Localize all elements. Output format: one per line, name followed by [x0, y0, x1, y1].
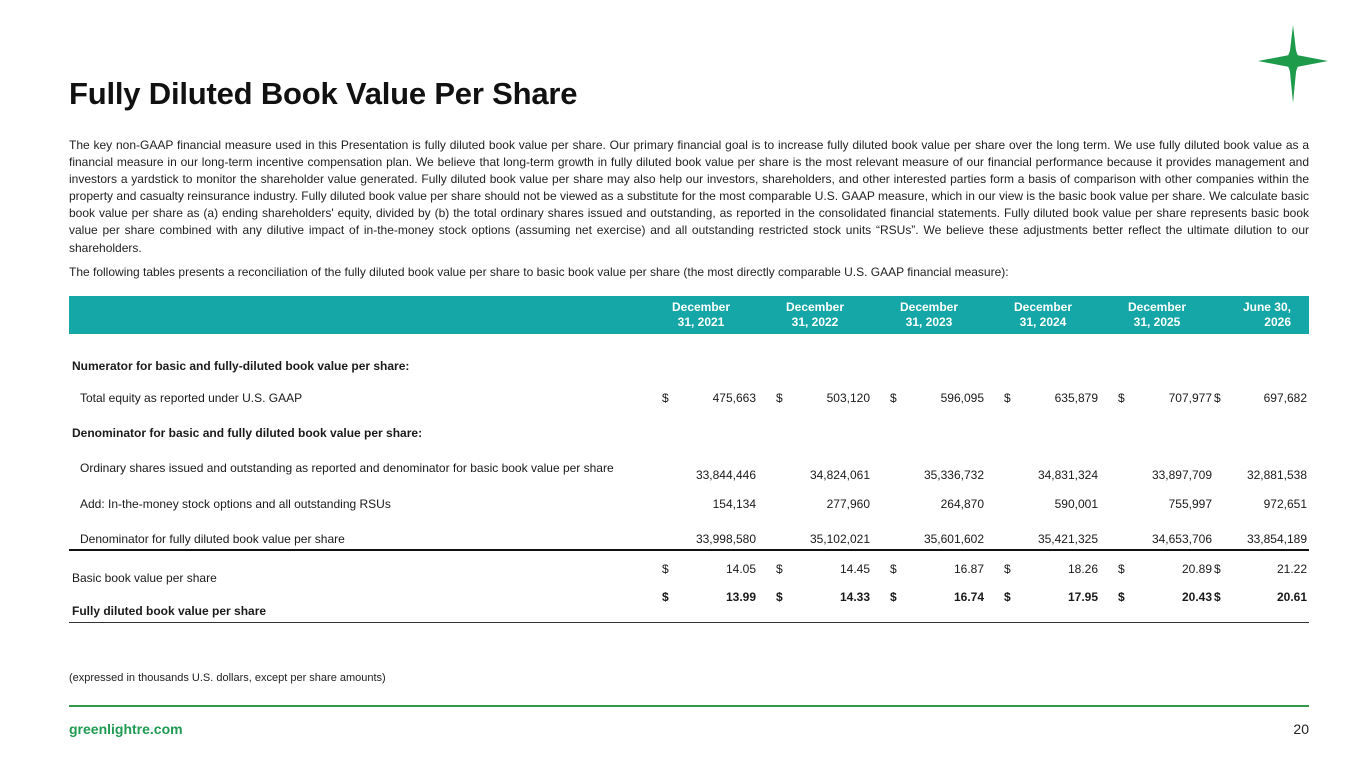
- cell-value: 33,998,580: [644, 518, 758, 550]
- compass-star-icon: [1258, 25, 1328, 103]
- currency-symbol: $: [1118, 562, 1125, 576]
- footer-divider: [69, 705, 1309, 707]
- cell-value: 590,001: [1054, 497, 1098, 511]
- cell-value: 20.61: [1276, 590, 1307, 604]
- cell-value: 35,336,732: [923, 468, 984, 482]
- page-number: 20: [1293, 721, 1309, 737]
- cell-value: 277,960: [826, 497, 870, 511]
- header-label-cell: [69, 296, 644, 334]
- cell-value: 34,831,324: [1037, 468, 1098, 482]
- currency-symbol: $: [1214, 562, 1221, 576]
- currency-symbol: $: [1004, 391, 1011, 405]
- currency-symbol: $: [776, 391, 783, 405]
- cell-value: 596,095: [940, 391, 984, 405]
- row-label: Denominator for fully diluted book value per share: [69, 518, 644, 550]
- table-row-add-options: [69, 490, 1309, 518]
- cell-value: 35,102,021: [758, 518, 872, 550]
- column-header: December 31, 2025: [1127, 300, 1187, 329]
- cell-value: 14.33: [839, 590, 870, 604]
- row-label: Ordinary shares issued and outstanding as reported and denominator for basic book value per share: [80, 461, 614, 475]
- currency-symbol: $: [1118, 391, 1125, 405]
- cell-value: 972,651: [1263, 497, 1307, 511]
- currency-symbol: $: [1214, 590, 1221, 604]
- cell-value: 16.87: [953, 562, 984, 576]
- reconciliation-table: [69, 296, 1309, 623]
- table-row-total-equity: [69, 384, 1309, 412]
- currency-symbol: $: [890, 391, 897, 405]
- cell-value: 697,682: [1263, 391, 1307, 405]
- row-label: Add: In-the-money stock options and all outstanding RSUs: [80, 497, 391, 511]
- row-label: Fully diluted book value per share: [69, 590, 644, 622]
- cell-value: 17.95: [1067, 590, 1098, 604]
- cell-value: 35,421,325: [986, 518, 1100, 550]
- cell-value: 755,997: [1168, 497, 1212, 511]
- cell-value: 503,120: [826, 391, 870, 405]
- table-header-row: [69, 296, 1309, 334]
- table-row-basic-bvps: [69, 550, 1309, 590]
- column-header: December 31, 2021: [671, 300, 731, 329]
- table-row-fully-diluted-bvps: [69, 590, 1309, 622]
- currency-symbol: $: [776, 562, 783, 576]
- cell-value: 14.05: [725, 562, 756, 576]
- cell-value: 33,897,709: [1151, 468, 1212, 482]
- currency-symbol: $: [1004, 562, 1011, 576]
- currency-symbol: $: [776, 590, 783, 604]
- currency-symbol: $: [662, 590, 669, 604]
- column-header: June 30, 2026: [1242, 300, 1291, 329]
- cell-value: 34,824,061: [809, 468, 870, 482]
- table-row-denominator-fully: [69, 518, 1309, 550]
- currency-symbol: $: [890, 562, 897, 576]
- currency-symbol: $: [1214, 391, 1221, 405]
- cell-value: 34,653,706: [1100, 518, 1214, 550]
- section-header-numerator: Numerator for basic and fully-diluted book value per share:: [72, 359, 410, 373]
- cell-value: 35,601,602: [872, 518, 986, 550]
- cell-value: 154,134: [712, 497, 756, 511]
- currency-symbol: $: [1004, 590, 1011, 604]
- row-label: Basic book value per share: [72, 570, 217, 585]
- currency-symbol: $: [1118, 590, 1125, 604]
- cell-value: 16.74: [953, 590, 984, 604]
- cell-value: 18.26: [1067, 562, 1098, 576]
- cell-value: 13.99: [725, 590, 756, 604]
- table-row-ordinary-shares: [69, 446, 1309, 490]
- cell-value: 32,881,538: [1246, 468, 1307, 482]
- cell-value: 264,870: [940, 497, 984, 511]
- cell-value: 33,854,189: [1214, 518, 1309, 550]
- cell-value: 635,879: [1054, 391, 1098, 405]
- cell-value: 21.22: [1276, 562, 1307, 576]
- currency-symbol: $: [890, 590, 897, 604]
- row-label: Total equity as reported under U.S. GAAP: [80, 391, 303, 405]
- intro-paragraph: The key non-GAAP financial measure used in this Presentation is fully diluted book value per share. Our primary financial goal is to increase fully diluted book value per share over the long term. We use fully diluted book value as a financial measure in our long-term incentive compensation plan. We believe that long-term growth in fully diluted book value per share is the most relevant measure of our financial performance because it provides management and investors a yardstick to monitor the shareholder value generated. Fully diluted book value per share may also help our investors, shareholders, and other interested parties form a basis of comparison with other companies within the property and casualty reinsurance industry. Fully diluted book value per share should not be viewed as a substitute for the most comparable U.S. GAAP measure, which in our view is the basic book value per share. We calculate basic book value per share as (a) ending shareholders' equity, divided by (b) the total ordinary shares issued and outstanding, as reported in the consolidated financial statements. Fully diluted book value per share represents basic book value per share combined with any dilutive impact of in-the-money stock options (assuming net exercise) and all outstanding restricted stock units “RSUs”. We believe these adjustments better reflect the ultimate dilution to our shareholders.: [69, 138, 1309, 255]
- cell-value: 20.89: [1181, 562, 1212, 576]
- cell-value: 20.43: [1181, 590, 1212, 604]
- column-header: December 31, 2024: [1013, 300, 1073, 329]
- currency-symbol: $: [662, 562, 669, 576]
- footer-website-link[interactable]: greenlightre.com: [69, 721, 183, 737]
- column-header: December 31, 2022: [785, 300, 845, 329]
- cell-value: 475,663: [712, 391, 756, 405]
- section-header-denominator: Denominator for basic and fully diluted book value per share:: [72, 426, 423, 440]
- column-header: December 31, 2023: [899, 300, 959, 329]
- footnote: (expressed in thousands U.S. dollars, except per share amounts): [69, 672, 386, 684]
- table-lead-text: The following tables presents a reconciliation of the fully diluted book value per share to basic book value per share (the most directly comparable U.S. GAAP financial measure):: [69, 265, 1009, 279]
- cell-value: 33,844,446: [695, 468, 756, 482]
- page-title: Fully Diluted Book Value Per Share: [69, 76, 578, 111]
- cell-value: 707,977: [1168, 391, 1212, 405]
- currency-symbol: $: [662, 391, 669, 405]
- cell-value: 14.45: [839, 562, 870, 576]
